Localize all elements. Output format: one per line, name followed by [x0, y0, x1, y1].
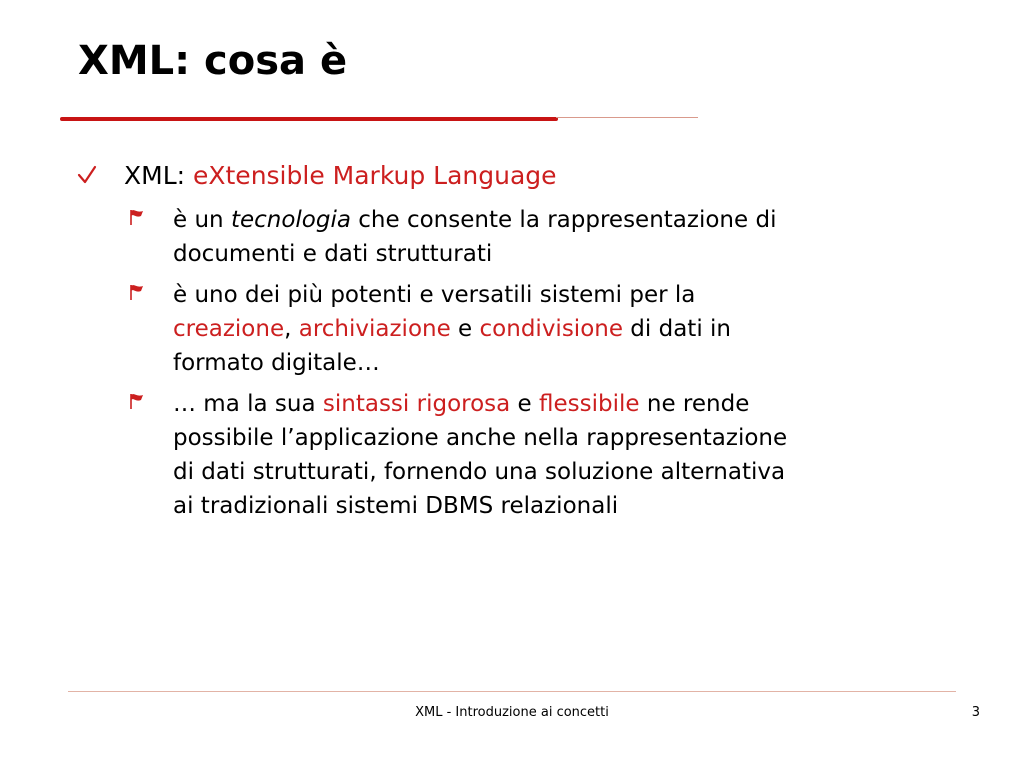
text-span: … ma la sua	[173, 391, 323, 417]
text-span: è un	[173, 207, 231, 233]
text-span: che consente la rappresentazione di	[350, 207, 777, 233]
sub-bullet-2-line-3: formato digitale…	[173, 350, 380, 376]
flag-icon	[128, 208, 146, 226]
sub-bullet-1-line-2: documenti e dati strutturati	[173, 241, 493, 267]
bullet-xml-fullname: eXtensible Markup Language	[193, 161, 557, 190]
term-condivisione: condivisione	[479, 316, 623, 342]
title-underline	[60, 117, 558, 121]
sub-bullet-3-line-4: ai tradizionali sistemi DBMS relazionali	[173, 493, 619, 519]
page-number: 3	[971, 705, 980, 720]
italic-term: tecnologia	[230, 207, 351, 233]
text-span: e	[450, 316, 480, 342]
footer-title: XML - Introduzione ai concetti	[415, 705, 609, 720]
title-underline-extension	[556, 117, 698, 118]
footer-divider	[68, 691, 956, 692]
sub-bullet-3-line-3: di dati strutturati, fornendo una soluzione alternativa	[173, 459, 786, 485]
slide-title: XML: cosa è	[78, 38, 348, 84]
text-span: ne rende	[639, 391, 750, 417]
sub-bullet-3-line-1	[173, 387, 749, 421]
sub-bullet-2-line-1: è uno dei più potenti e versatili sistemi per la	[173, 282, 696, 308]
text-span: e	[510, 391, 540, 417]
term-archiviazione: archiviazione	[298, 316, 451, 342]
term-creazione: creazione	[173, 316, 285, 342]
bullet-xml	[124, 160, 557, 192]
term-sintassi-rigorosa: sintassi rigorosa	[322, 391, 511, 417]
text-span: di dati in	[623, 316, 731, 342]
flag-icon	[128, 392, 146, 410]
sub-bullet-1-line-1	[173, 203, 776, 237]
term-flessibile: flessibile	[539, 391, 640, 417]
text-span: ,	[284, 316, 299, 342]
checkmark-icon	[76, 164, 98, 186]
sub-bullet-3-line-2: possibile l’applicazione anche nella rappresentazione	[173, 425, 788, 451]
sub-bullet-2-line-2	[173, 312, 731, 346]
bullet-xml-prefix: XML:	[124, 161, 193, 190]
flag-icon	[128, 283, 146, 301]
